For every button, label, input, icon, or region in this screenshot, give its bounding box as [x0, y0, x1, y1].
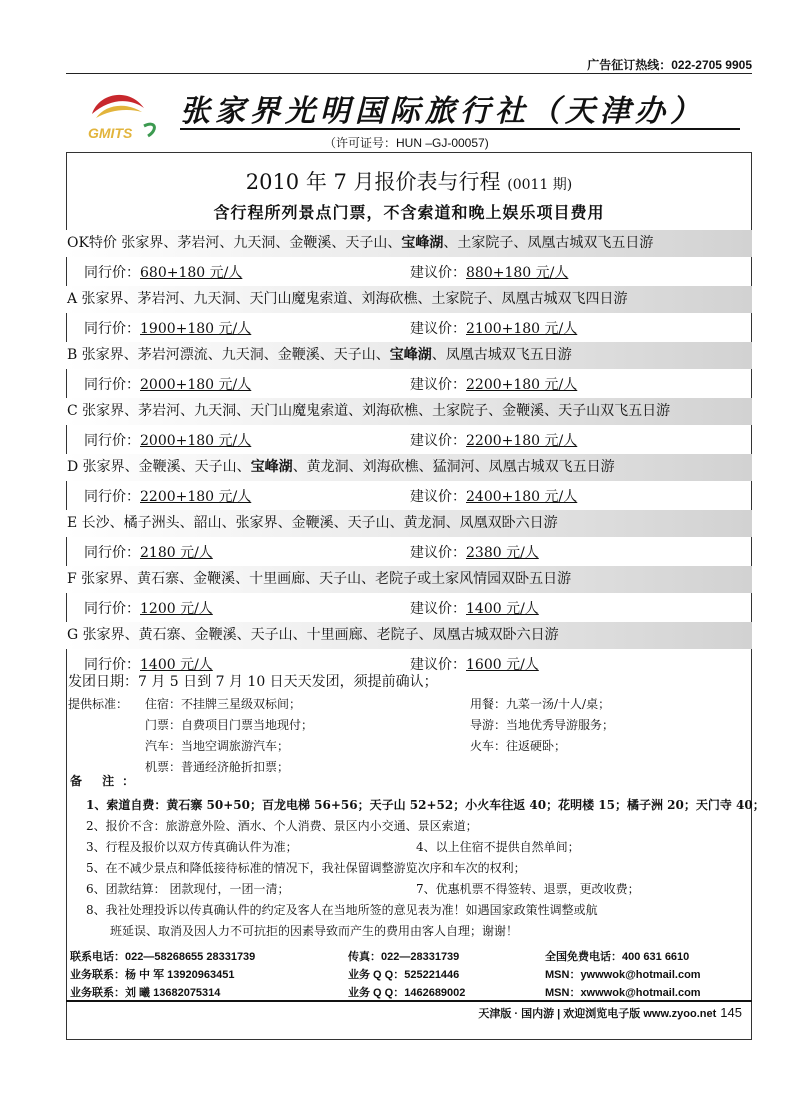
- route-name: A 张家界、茅岩河、九天洞、天门山魔鬼索道、刘海砍樵、土家院子、凤凰古城双飞四日游: [66, 286, 752, 313]
- suggested-price: 建议价：2200+180 元/人: [410, 433, 578, 449]
- route-name: B 张家界、茅岩河漂流、九天洞、金鞭溪、天子山、宝峰湖、凤凰古城双飞五日游: [66, 342, 752, 369]
- std-lodging: 住宿：不挂牌三星级双标间；: [145, 697, 302, 711]
- note-2: 2、报价不含：旅游意外险、酒水、个人消费、景区内小交通、景区索道；: [86, 819, 478, 833]
- route-name: D 张家界、金鞭溪、天子山、宝峰湖、黄龙洞、刘海砍樵、猛洞河、凤凰古城双飞五日游: [66, 454, 752, 481]
- contact-qq-2: 业务 Q Q：1462689002: [348, 987, 466, 999]
- route-item: [66, 286, 752, 342]
- page-title: [66, 166, 752, 196]
- route-name: C 张家界、茅岩河、九天洞、天门山魔鬼索道、刘海砍樵、土家院子、金鞭溪、天子山双飞五日游: [66, 398, 752, 425]
- agency-underline: [180, 128, 740, 130]
- std-flight: 机票：普通经济舱折扣票；: [145, 760, 290, 774]
- note-8-line-1: 8、我社处理投诉以传真确认件的约定及客人在当地所签的意见表为准！如遇国家政策性调整或航: [86, 903, 598, 917]
- footer-divider: [66, 1000, 752, 1002]
- route-price: [66, 257, 752, 286]
- note-6: 6、团款结算： 团款现付，一团一清；: [86, 882, 290, 896]
- trade-price: 同行价：1400 元/人: [84, 657, 213, 673]
- route-item: [66, 398, 752, 454]
- route-price: [66, 313, 752, 342]
- contact-msn-2: MSN：xwwwok@hotmail.com: [545, 987, 701, 999]
- trade-price: 同行价：1900+180 元/人: [84, 321, 252, 337]
- trade-price: 同行价：2000+180 元/人: [84, 433, 252, 449]
- note-8-line-2: 班延误、取消及因人力不可抗拒的因素导致而产生的费用由客人自理；谢谢！: [110, 924, 519, 938]
- route-price: [66, 369, 752, 398]
- route-name: G 张家界、黄石寨、金鞭溪、天子山、十里画廊、老院子、凤凰古城双卧六日游: [66, 622, 752, 649]
- contact-tollfree: 全国免费电话：400 631 6610: [545, 951, 690, 963]
- logo-text: GMITS: [88, 125, 133, 141]
- note-4: 4、以上住宿不提供自然单间；: [416, 840, 580, 854]
- note-3: 3、行程及报价以双方传真确认件为准；: [86, 840, 298, 854]
- route-name: F 张家界、黄石寨、金鞭溪、十里画廊、天子山、老院子或土家风情园双卧五日游: [66, 566, 752, 593]
- note-5: 5、在不减少景点和降低接待标准的情况下，我社保留调整游览次序和车次的权利；: [86, 861, 526, 875]
- suggested-price: 建议价：1400 元/人: [410, 601, 539, 617]
- contact-phone: 联系电话：022—58268655 28331739: [70, 951, 256, 963]
- route-price: [66, 537, 752, 566]
- suggested-price: 建议价：2100+180 元/人: [410, 321, 578, 337]
- trade-price: 同行价：2200+180 元/人: [84, 489, 252, 505]
- agency-logo: [82, 84, 162, 144]
- route-item: [66, 566, 752, 622]
- route-price: [66, 593, 752, 622]
- std-bus: 汽车：当地空调旅游汽车；: [145, 739, 290, 753]
- route-item: [66, 622, 752, 678]
- route-item: [66, 510, 752, 566]
- top-divider: [66, 73, 752, 74]
- trade-price: 同行价：680+180 元/人: [84, 265, 243, 281]
- std-tickets: 门票：自费项目门票当地现付；: [145, 718, 314, 732]
- contact-msn-1: MSN：ywwwok@hotmail.com: [545, 969, 701, 981]
- departure-dates: 发团日期：7 月 5 日到 7 月 10 日天天发团，须提前确认；: [68, 674, 438, 690]
- std-guide: 导游：当地优秀导游服务；: [470, 718, 615, 732]
- note-7: 7、优惠机票不得签转、退票，更改收费；: [416, 882, 640, 896]
- notes-title: 备 注：: [70, 774, 143, 788]
- standards-label: 提供标准：: [68, 697, 129, 711]
- contact-fax: 传真：022—28331739: [348, 951, 460, 963]
- suggested-price: 建议价：2380 元/人: [410, 545, 539, 561]
- route-item: [66, 454, 752, 510]
- note-1: 1、索道自费：黄石寨 50+50；百龙电梯 56+56；天子山 52+52；小火车往返 40；花明楼 15；橘子洲 20；天门寺 40；: [86, 798, 765, 812]
- license-number: （许可证号：HUN –GJ-00057): [324, 136, 489, 150]
- route-price: [66, 425, 752, 454]
- route-item: [66, 230, 752, 286]
- page-footer: [478, 1005, 742, 1021]
- route-item: [66, 342, 752, 398]
- agency-name: 张家界光明国际旅行社（天津办）: [180, 94, 705, 129]
- std-meals: 用餐：九菜一汤/十人/桌；: [470, 697, 611, 711]
- suggested-price: 建议价：2200+180 元/人: [410, 377, 578, 393]
- contact-staff-2: 业务联系：刘 曦 13682075314: [70, 987, 221, 999]
- page-subtitle: 含行程所列景点门票，不含索道和晚上娱乐项目费用: [213, 203, 605, 222]
- suggested-price: 建议价：2400+180 元/人: [410, 489, 578, 505]
- suggested-price: 建议价：880+180 元/人: [410, 265, 569, 281]
- std-train: 火车：往返硬卧；: [470, 739, 567, 753]
- contact-staff-1: 业务联系：杨 中 军 13920963451: [70, 969, 235, 981]
- title-main: 2010 年 7 月报价表与行程: [245, 170, 501, 194]
- route-name: OK特价 张家界、茅岩河、九天洞、金鞭溪、天子山、宝峰湖、土家院子、凤凰古城双飞五日游: [66, 230, 752, 257]
- page-number: 145: [720, 1005, 742, 1020]
- suggested-price: 建议价：1600 元/人: [410, 657, 539, 673]
- route-name: E 长沙、橘子洲头、韶山、张家界、金鞭溪、天子山、黄龙洞、凤凰双卧六日游: [66, 510, 752, 537]
- trade-price: 同行价：2000+180 元/人: [84, 377, 252, 393]
- issue-number: (0011 期): [507, 177, 573, 193]
- trade-price: 同行价：1200 元/人: [84, 601, 213, 617]
- route-price: [66, 481, 752, 510]
- trade-price: 同行价：2180 元/人: [84, 545, 213, 561]
- route-list: [66, 230, 752, 678]
- ad-hotline: 广告征订热线：022-2705 9905: [587, 58, 752, 72]
- footer-text: 天津版 · 国内游 | 欢迎浏览电子版 www.zyoo.net: [478, 1008, 717, 1020]
- contact-qq-1: 业务 Q Q：525221446: [348, 969, 460, 981]
